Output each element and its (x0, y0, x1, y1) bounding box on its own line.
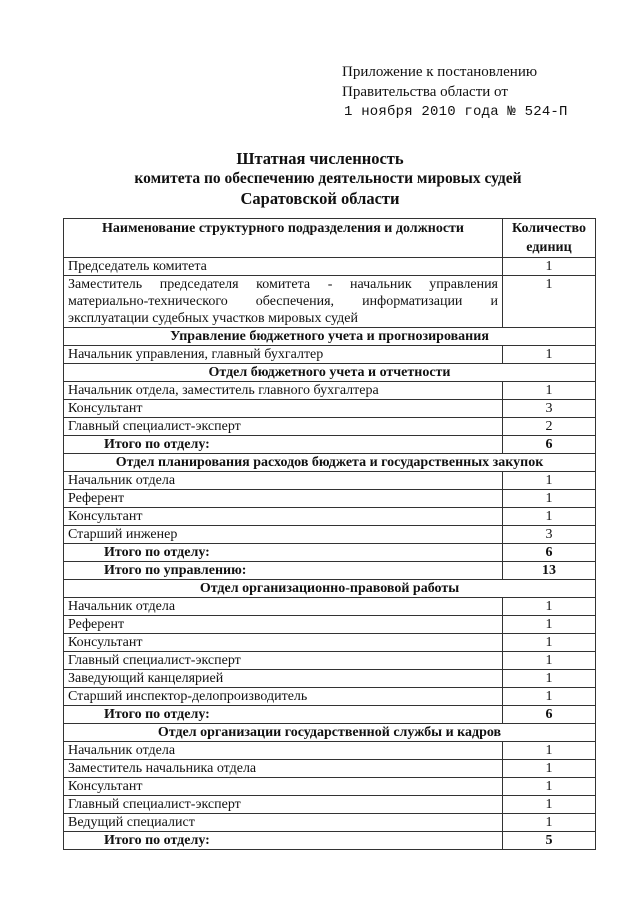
table-row (64, 814, 596, 832)
section-header-row (64, 454, 596, 472)
total-row (64, 706, 596, 724)
appendix-line-1: Приложение к постановлению (342, 64, 538, 80)
position-name: Заместитель председателя комитета - начальник управления материально-технического обеспечения, информатизации и эксплуатации судебных участков мировых судей (64, 276, 503, 328)
total-label: Итого по отделу: (64, 706, 503, 724)
table-row (64, 472, 596, 490)
header-name: Наименование структурного подразделения и должности (64, 219, 503, 258)
total-row (64, 832, 596, 850)
total-row (64, 436, 596, 454)
position-qty: 1 (503, 598, 596, 616)
section-title: Отдел организационно-правовой работы (64, 580, 596, 598)
total-label: Итого по отделу: (64, 544, 503, 562)
position-name: Начальник управления, главный бухгалтер (64, 346, 503, 364)
position-qty: 1 (503, 508, 596, 526)
position-qty: 1 (503, 796, 596, 814)
position-qty: 1 (503, 490, 596, 508)
position-name: Главный специалист-эксперт (64, 796, 503, 814)
position-name: Начальник отдела (64, 742, 503, 760)
table-row (64, 616, 596, 634)
position-name: Начальник отдела (64, 472, 503, 490)
document-title (0, 149, 640, 209)
table-row (64, 742, 596, 760)
total-qty: 6 (503, 544, 596, 562)
appendix-line-2: Правительства области от (342, 84, 508, 100)
position-qty: 1 (503, 760, 596, 778)
section-title: Отдел организации государственной службы и кадров (64, 724, 596, 742)
position-qty: 1 (503, 616, 596, 634)
table-row (64, 652, 596, 670)
position-qty: 3 (503, 526, 596, 544)
position-name: Консультант (64, 778, 503, 796)
position-qty: 3 (503, 400, 596, 418)
position-qty: 1 (503, 652, 596, 670)
table-row (64, 688, 596, 706)
section-header-row (64, 328, 596, 346)
table-header-row (64, 219, 596, 258)
table-row (64, 634, 596, 652)
staff-table (63, 218, 596, 850)
position-name: Старший инженер (64, 526, 503, 544)
position-name: Главный специалист-эксперт (64, 418, 503, 436)
table-row (64, 490, 596, 508)
table-row (64, 418, 596, 436)
table-row (64, 670, 596, 688)
position-name: Главный специалист-эксперт (64, 652, 503, 670)
section-header-row (64, 724, 596, 742)
position-name: Начальник отдела (64, 598, 503, 616)
appendix-decree-date: 1 ноября 2010 года № 524-П (344, 104, 568, 120)
table-row (64, 796, 596, 814)
table-row (64, 400, 596, 418)
position-name: Референт (64, 616, 503, 634)
table-row (64, 778, 596, 796)
total-row (64, 544, 596, 562)
position-qty: 1 (503, 382, 596, 400)
appendix-note (342, 62, 568, 122)
position-name: Заместитель начальника отдела (64, 760, 503, 778)
total-label: Итого по отделу: (64, 436, 503, 454)
section-title: Управление бюджетного учета и прогнозирования (64, 328, 596, 346)
table-row (64, 508, 596, 526)
section-title: Отдел планирования расходов бюджета и государственных закупок (64, 454, 596, 472)
total-qty: 13 (503, 562, 596, 580)
total-label: Итого по отделу: (64, 832, 503, 850)
position-qty: 1 (503, 634, 596, 652)
table-row (64, 258, 596, 276)
position-qty: 1 (503, 814, 596, 832)
position-name: Председатель комитета (64, 258, 503, 276)
table-row (64, 382, 596, 400)
total-qty: 5 (503, 832, 596, 850)
total-qty: 6 (503, 436, 596, 454)
position-name: Консультант (64, 508, 503, 526)
table-row (64, 598, 596, 616)
table-body (64, 258, 596, 850)
header-qty: Количество единиц (503, 219, 596, 258)
total-label: Итого по управлению: (64, 562, 503, 580)
position-name: Ведущий специалист (64, 814, 503, 832)
table-row (64, 346, 596, 364)
position-name: Референт (64, 490, 503, 508)
position-qty: 1 (503, 258, 596, 276)
total-qty: 6 (503, 706, 596, 724)
position-qty: 1 (503, 346, 596, 364)
table-row (64, 276, 596, 328)
position-qty: 2 (503, 418, 596, 436)
position-qty: 1 (503, 778, 596, 796)
total-row (64, 562, 596, 580)
position-qty: 1 (503, 688, 596, 706)
position-name: Консультант (64, 634, 503, 652)
position-qty: 1 (503, 670, 596, 688)
section-header-row (64, 364, 596, 382)
position-qty: 1 (503, 742, 596, 760)
section-header-row (64, 580, 596, 598)
title-line-1: Штатная численность (236, 149, 404, 168)
position-qty: 1 (503, 276, 596, 328)
position-name: Консультант (64, 400, 503, 418)
section-title: Отдел бюджетного учета и отчетности (64, 364, 596, 382)
position-name: Заведующий канцелярией (64, 670, 503, 688)
table-row (64, 526, 596, 544)
position-name: Начальник отдела, заместитель главного бухгалтера (64, 382, 503, 400)
position-qty: 1 (503, 472, 596, 490)
position-name: Старший инспектор-делопроизводитель (64, 688, 503, 706)
title-line-2: комитета по обеспечению деятельности мировых судей (134, 170, 522, 187)
table-row (64, 760, 596, 778)
title-line-3: Саратовской области (240, 189, 400, 208)
